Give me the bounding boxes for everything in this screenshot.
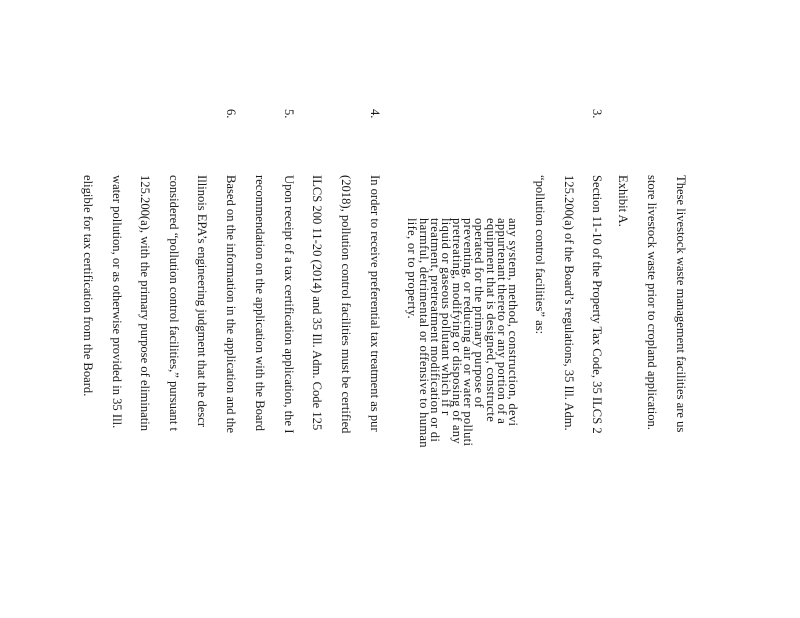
item-number: 5. bbox=[282, 109, 296, 119]
item-6-line: Based on the information in the application and the bbox=[224, 175, 238, 434]
item-number: 3. bbox=[590, 109, 604, 119]
item-3-line: 125.200(a) of the Board’s regulations, 35 Ill. Adm. bbox=[562, 175, 576, 431]
item-6-line: 125.200(a), with the primary purpose of eliminatin bbox=[138, 175, 152, 432]
quote-line: operated for the primary purpose of bbox=[472, 218, 486, 408]
quote-line: treatment, pretreatment modification or di bbox=[428, 218, 442, 443]
intro-line: store livestock waste prior to cropland application. bbox=[645, 175, 659, 430]
quote-line: appurtenant thereto or any portion of a bbox=[495, 218, 509, 425]
quote-line: equipment that is designed, constructe bbox=[484, 218, 498, 423]
item-4-line: ILCS 200 11-20 (2014) and 35 Ill. Adm. Code 125 bbox=[310, 175, 324, 431]
item-5-line: Upon receipt of a tax certification application, the I bbox=[282, 175, 296, 434]
item-number: 4. bbox=[368, 109, 382, 119]
quote-line: harmful, detrimental or offensive to human bbox=[417, 218, 431, 448]
intro-line: These livestock waste management facilities are us bbox=[674, 175, 688, 433]
intro-line: Exhibit A. bbox=[616, 175, 630, 227]
quote-line: pretreating, modifying or disposing of any bbox=[450, 218, 464, 444]
item-4-line: (2018), pollution control facilities must be certified bbox=[339, 175, 353, 434]
item-6-line: considered “pollution control facilities,” pursuant t bbox=[167, 175, 181, 432]
quote-line: any system, method, construction, devi bbox=[506, 218, 520, 427]
item-4-line: In order to receive preferential tax treatment as pur bbox=[368, 175, 382, 432]
item-6-line: water pollution, or as otherwise provided in 35 Ill. bbox=[110, 175, 124, 429]
item-5-line: recommendation on the application with the Board bbox=[253, 175, 267, 432]
quote-line: liquid or gaseous pollutant which if r bbox=[439, 218, 453, 416]
quote-line: life, or to property. bbox=[405, 218, 419, 319]
rotated-document-body bbox=[81, 109, 690, 618]
item-6-line: Illinois EPA’s engineering judgment that the descr bbox=[195, 175, 209, 428]
item-3-line: Section 11-10 of the Property Tax Code, 35 ILCS 2 bbox=[590, 175, 604, 434]
item-3-line: “pollution control facilities” as: bbox=[533, 175, 547, 335]
item-number: 6. bbox=[224, 109, 238, 119]
item-6-line: eligible for tax certification from the Board. bbox=[81, 175, 95, 397]
quote-line: preventing, or reducing air or water polluti bbox=[461, 218, 475, 447]
